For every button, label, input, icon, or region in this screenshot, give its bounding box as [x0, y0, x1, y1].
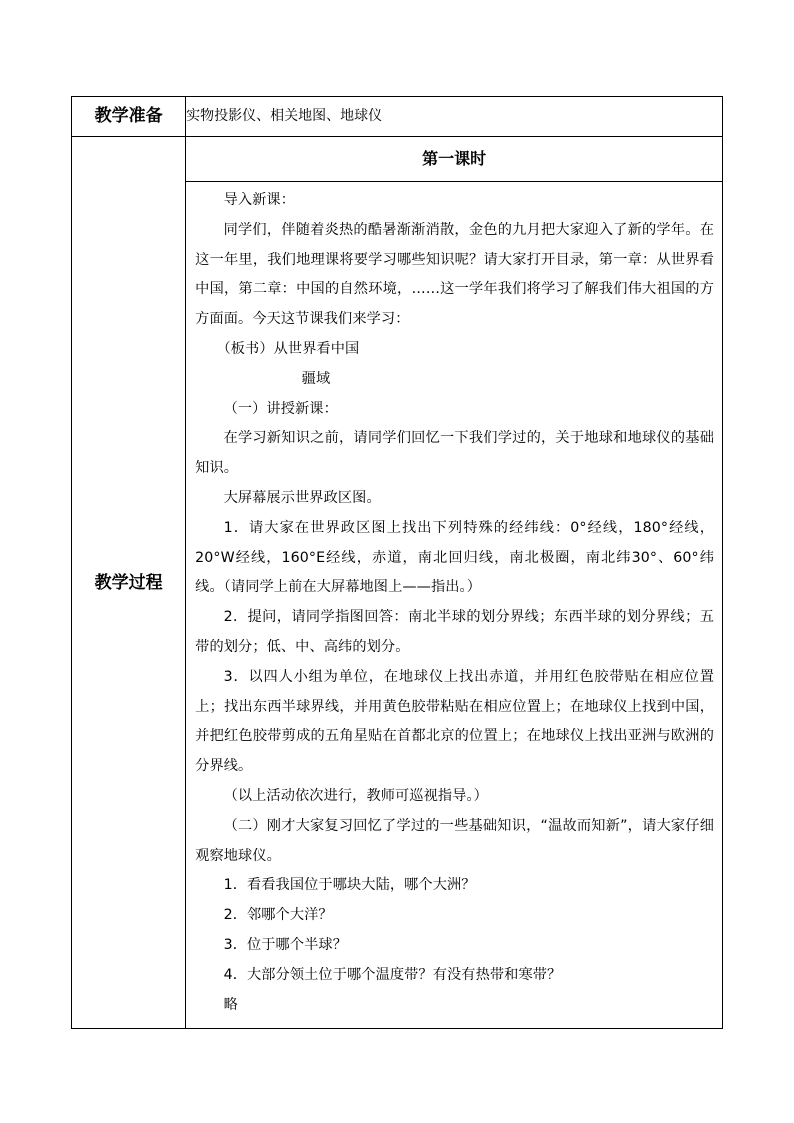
lesson-plan-table — [71, 96, 723, 1029]
paragraph-question-4: 4．大部分领土位于哪个温度带？有没有热带和寒带？ — [223, 966, 562, 983]
paragraph-section-two-heading: （二）刚才大家复习回忆了学过的一些基础知识，“温故而知新”，请大家仔细观察地球仪。 — [195, 817, 714, 864]
paragraph-question-1: 1．看看我国位于哪块大陆，哪个大洲？ — [223, 877, 476, 894]
paragraph-question-2: 2．邻哪个大洋？ — [223, 907, 333, 924]
teaching-process-label: 教学过程 — [72, 137, 186, 1029]
paragraph-task-1: 1．请大家在世界政区图上找出下列特殊的经纬线：0°经线，180°经线，20°W经线，160°E经线，赤道，南北回归线，南北极圈，南北纬30°、60°纬线。（请同学上前在大屏幕地图上——指出。） — [195, 519, 714, 596]
teaching-process-row — [72, 137, 723, 182]
paragraph-omitted: 略 — [223, 996, 238, 1013]
paragraph-screen-map: 大屏幕展示世界政区图。 — [223, 489, 381, 506]
teaching-preparation-content: 实物投影仪、相关地图、地球仪 — [186, 97, 723, 137]
paragraph-activity-note: （以上活动依次进行，教师可巡视指导。） — [223, 787, 488, 804]
paragraph-intro-text: 同学们，伴随着炎热的酷暑渐渐消散，金色的九月把大家迎入了新的学年。在这一年里，我们地理课将要学习哪些知识呢？请大家打开目录，第一章：从世界看中国，第二章：中国的自然环境，……这一学年我们将学习了解我们伟大祖国的方方面面。今天这节课我们来学习： — [195, 221, 714, 328]
paragraph-board-title: （板书）从世界看中国 — [216, 340, 360, 357]
teaching-process-body — [186, 182, 723, 1029]
paragraph-board-subtitle: 疆域 — [301, 370, 331, 387]
paragraph-task-2: 2．提问，请同学指图回答：南北半球的划分界线；东西半球的划分界线；五带的划分；低、中、高纬的划分。 — [195, 609, 714, 655]
paragraph-section-one-heading: （一）讲授新课： — [223, 400, 338, 417]
paragraph-intro-heading: 导入新课： — [223, 192, 296, 208]
paragraph-task-3: 3．以四人小组为单位，在地球仪上找出赤道，并用红色胶带贴在相应位置上；找出东西半球界线，并用黄色胶带粘贴在相应位置上；在地球仪上找到中国，并把红色胶带剪成的五角星贴在首都北京的位置上；在地球仪上找出亚洲与欧洲的分界线。 — [195, 668, 714, 775]
paragraph-review-intro: 在学习新知识之前，请同学们回忆一下我们学过的，关于地球和地球仪的基础知识。 — [195, 430, 714, 477]
paragraph-question-3: 3．位于哪个半球？ — [223, 936, 347, 953]
teaching-preparation-label: 教学准备 — [72, 97, 186, 137]
session-title: 第一课时 — [186, 137, 723, 182]
teaching-preparation-row — [72, 97, 723, 137]
